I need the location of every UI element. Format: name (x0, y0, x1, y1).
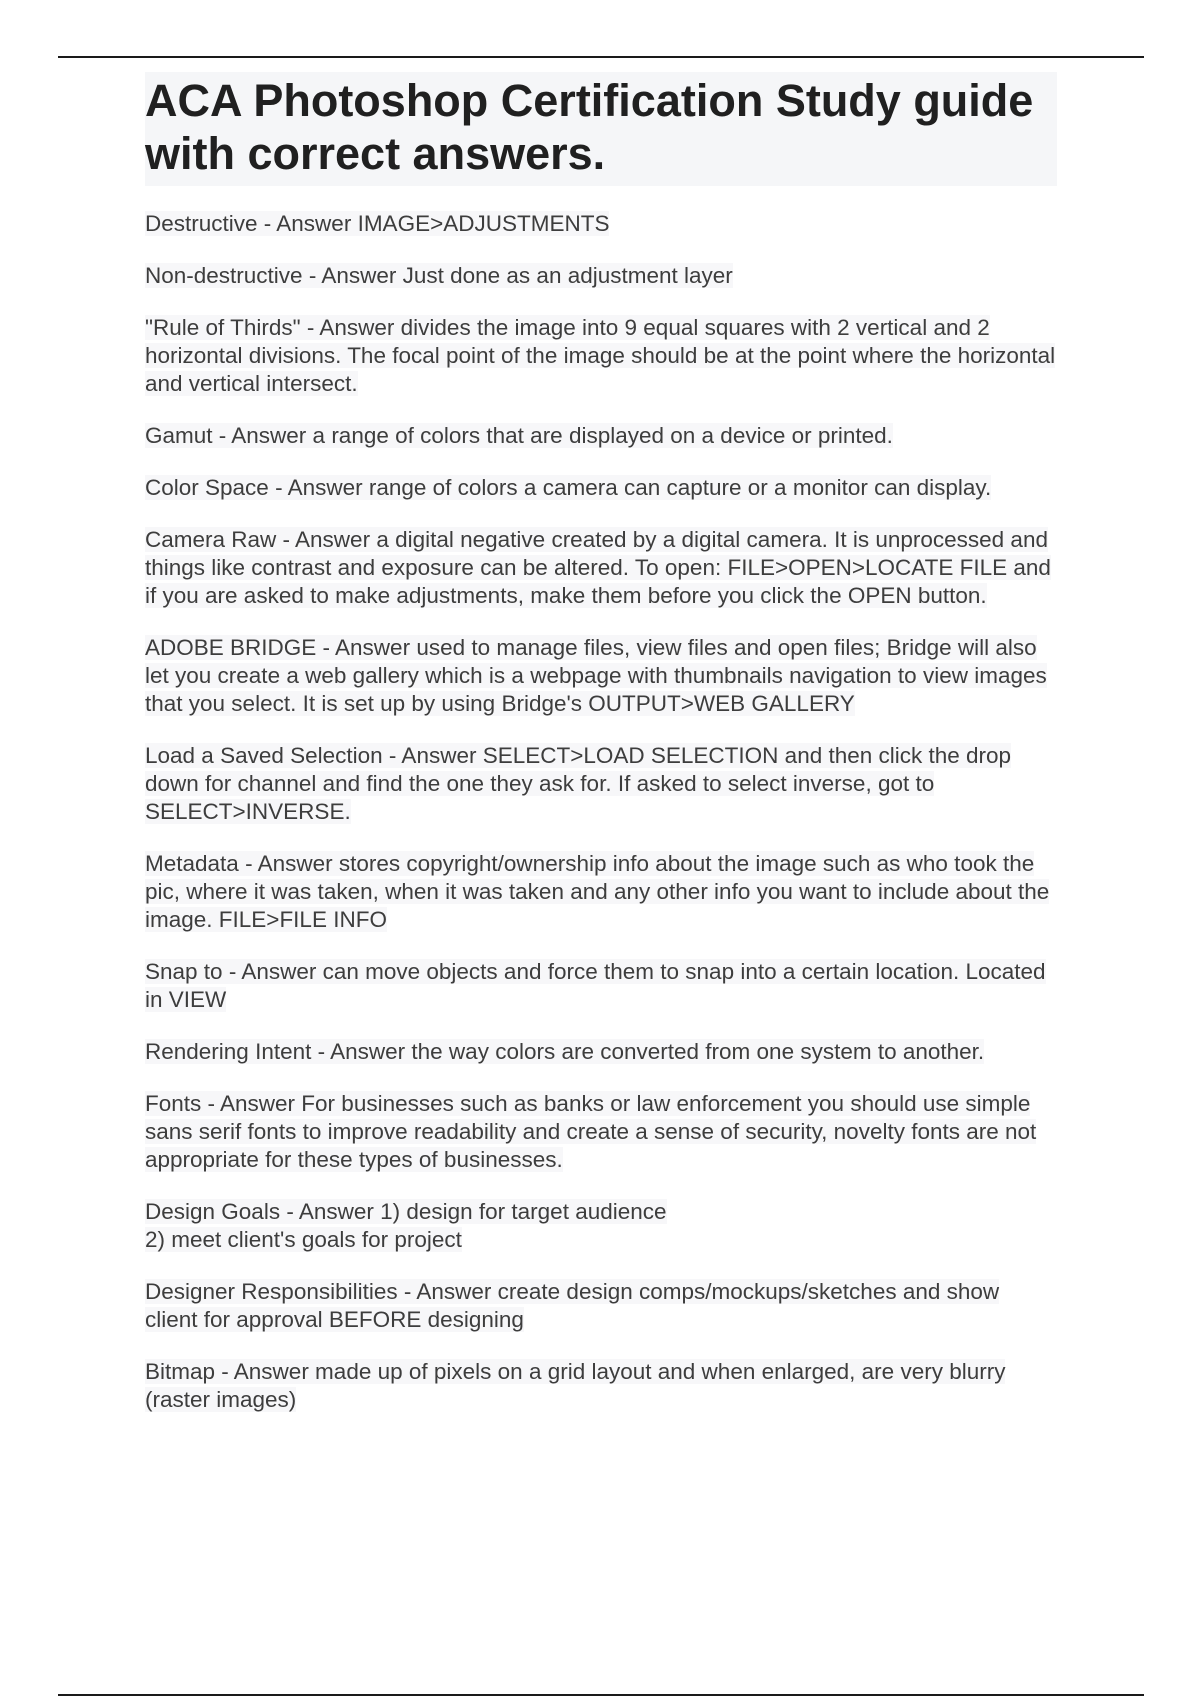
entry-metadata (145, 850, 1057, 934)
entry-rendering-intent (145, 1038, 1057, 1066)
entry-text: Load a Saved Selection - Answer SELECT>LOAD SELECTION and then click the drop down for channel and find the one they ask for. If asked to select inverse, got to SELECT>INVERSE. (145, 743, 1012, 824)
entry-text: Snap to - Answer can move objects and force them to snap into a certain location. Located in VIEW (145, 959, 1046, 1012)
entry-text: Metadata - Answer stores copyright/ownership info about the image such as who took the pic, where it was taken, when it was taken and any other info you want to include about the image. FILE>FILE INFO (145, 851, 1050, 932)
entry-text: "Rule of Thirds" - Answer divides the image into 9 equal squares with 2 vertical and 2 horizontal divisions. The focal point of the image should be at the point where the horizontal and vertical intersect. (145, 315, 1056, 396)
entry-non-destructive (145, 262, 1057, 290)
entry-text: Fonts - Answer For businesses such as banks or law enforcement you should use simple sans serif fonts to improve readability and create a sense of security, novelty fonts are not appropriate for these types of businesses. (145, 1091, 1037, 1172)
entry-destructive (145, 210, 1057, 238)
entry-text: Non-destructive - Answer Just done as an adjustment layer (145, 263, 733, 288)
entry-text: Camera Raw - Answer a digital negative created by a digital camera. It is unprocessed and things like contrast and exposure can be altered. To open: FILE>OPEN>LOCATE FILE and if you are asked to make adjustments, make them before you click the OPEN button. (145, 527, 1051, 608)
entry-load-saved-selection (145, 742, 1057, 826)
entry-bitmap (145, 1358, 1057, 1414)
entry-text: Design Goals - Answer 1) design for target audience 2) meet client's goals for project (145, 1199, 667, 1252)
entry-camera-raw (145, 526, 1057, 610)
document-title: ACA Photoshop Certification Study guide with correct answers. (145, 72, 1057, 186)
top-rule (58, 56, 1144, 58)
entry-adobe-bridge (145, 634, 1057, 718)
entry-fonts (145, 1090, 1057, 1174)
document-body (145, 72, 1057, 1438)
entry-color-space (145, 474, 1057, 502)
entry-rule-of-thirds (145, 314, 1057, 398)
entry-text: Rendering Intent - Answer the way colors are converted from one system to another. (145, 1039, 985, 1064)
bottom-rule (58, 1694, 1144, 1696)
entry-design-goals (145, 1198, 1057, 1254)
entry-text: Color Space - Answer range of colors a camera can capture or a monitor can display. (145, 475, 992, 500)
entry-text: Bitmap - Answer made up of pixels on a grid layout and when enlarged, are very blurry (raster images) (145, 1359, 1006, 1412)
entry-text: Designer Responsibilities - Answer create design comps/mockups/sketches and show client for approval BEFORE designing (145, 1279, 1000, 1332)
entry-snap-to (145, 958, 1057, 1014)
entry-text: Gamut - Answer a range of colors that are displayed on a device or printed. (145, 423, 893, 448)
entry-gamut (145, 422, 1057, 450)
entry-designer-responsibilities (145, 1278, 1057, 1334)
entry-text: ADOBE BRIDGE - Answer used to manage files, view files and open files; Bridge will also let you create a web gallery which is a webpage with thumbnails navigation to view images that you select. It is set up by using Bridge's OUTPUT>WEB GALLERY (145, 635, 1047, 716)
entry-text: Destructive - Answer IMAGE>ADJUSTMENTS (145, 211, 610, 236)
